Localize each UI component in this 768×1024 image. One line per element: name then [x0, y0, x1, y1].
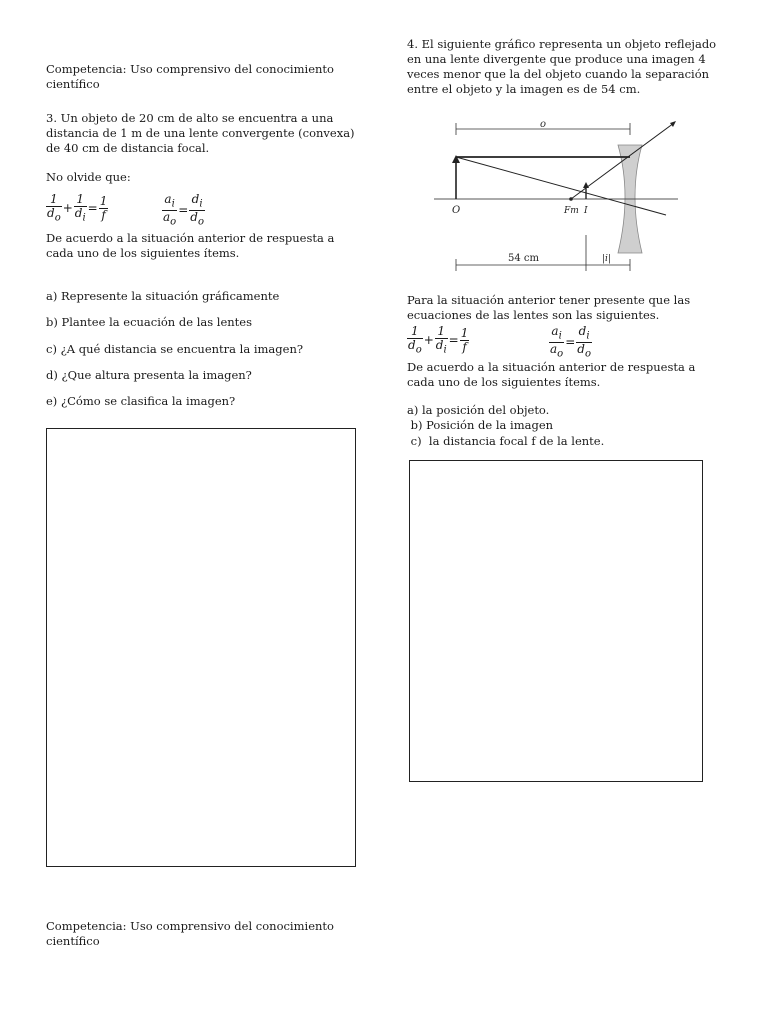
reminder-label: No olvide que:: [46, 170, 131, 184]
fraction-1-over-di: $\frac{1}{d_i}$: [74, 192, 86, 224]
lens-equation-right: $\frac{1}{d_o}$ + $\frac{1}{d_i}$ = $\frac{1}{f}$: [408, 324, 469, 356]
problem-4-statement: 4. El siguiente gráfico representa un objeto reflejado en una lente divergente que produce una imagen 4 veces menor que la del objeto cuando la separación entre el objeto y la imagen es de 54 cm.: [407, 37, 717, 96]
item-3e: e) ¿Cómo se clasifica la imagen?: [46, 394, 236, 408]
fraction-1-over-f: $\frac{1}{f}$: [460, 326, 469, 355]
item-3b: b) Plantee la ecuación de las lentes: [46, 315, 253, 329]
lens-diagram: [430, 115, 682, 275]
instructions-left: De acuerdo a la situación anterior de respuesta a cada uno de los siguientes ítems.: [46, 231, 335, 260]
competencia-heading-top: Competencia: Uso comprensivo del conocimiento científico: [46, 62, 334, 91]
fraction-ai-over-ao: $\frac{a_i}{a_o}$: [163, 192, 177, 228]
fraction-di-over-do: $\frac{d_i}{d_o}$: [577, 324, 591, 360]
magnification-equation-right: $\frac{a_i}{a_o}$ = $\frac{d_i}{d_o}$: [550, 324, 591, 360]
label-O: O: [452, 205, 461, 216]
label-Fm: Fm: [564, 206, 579, 216]
label-o-top: o: [540, 119, 547, 130]
item-3d: d) ¿Que altura presenta la imagen?: [46, 368, 252, 382]
item-3c: c) ¿A qué distancia se encuentra la imagen?: [46, 342, 304, 356]
lens-equations-note: Para la situación anterior tener presente que las ecuaciones de las lentes son las siguientes.: [407, 293, 691, 322]
fraction-di-over-do: $\frac{d_i}{d_o}$: [190, 192, 204, 228]
label-54cm: 54 cm: [508, 253, 539, 264]
item-4a: a) la posición del objeto.: [407, 403, 550, 417]
fraction-1-over-f: $\frac{1}{f}$: [99, 194, 108, 223]
label-i: |i|: [602, 254, 611, 264]
answer-box-left[interactable]: [46, 428, 356, 867]
competencia-heading-bottom: Competencia: Uso comprensivo del conocimiento científico: [46, 919, 334, 948]
instructions-right: De acuerdo a la situación anterior de respuesta a cada uno de los siguientes ítems.: [407, 360, 696, 389]
problem-3-statement: 3. Un objeto de 20 cm de alto se encuentra a una distancia de 1 m de una lente convergente (convexa) de 40 cm de distancia focal.: [46, 111, 355, 155]
lens-equation-left: $\frac{1}{d_o}$ + $\frac{1}{d_i}$ = $\frac{1}{f}$: [47, 192, 108, 224]
fraction-ai-over-ao: $\frac{a_i}{a_o}$: [550, 324, 564, 360]
fraction-1-over-do: $\frac{1}{d_o}$: [408, 324, 422, 356]
answer-box-right[interactable]: [409, 460, 703, 782]
item-4b: b) Posición de la imagen: [407, 418, 554, 432]
label-I: I: [584, 206, 588, 216]
fraction-1-over-do: $\frac{1}{d_o}$: [47, 192, 61, 224]
item-4c: c) la distancia focal f de la lente.: [407, 434, 605, 448]
fraction-1-over-di: $\frac{1}{d_i}$: [435, 324, 447, 356]
item-3a: a) Represente la situación gráficamente: [46, 289, 280, 303]
magnification-equation-left: $\frac{a_i}{a_o}$ = $\frac{d_i}{d_o}$: [163, 192, 204, 228]
focal-point-marker: [569, 197, 573, 201]
